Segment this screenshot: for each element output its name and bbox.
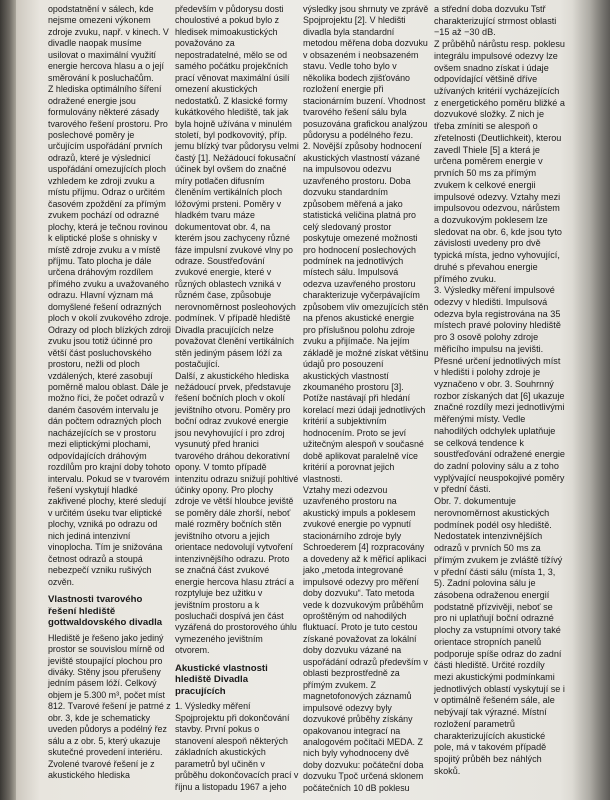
paragraph: a střední doba dozvuku Tstř charakterizující strmost oblasti −15 až −30 dB. — [434, 4, 557, 38]
text-column-4 — [434, 4, 566, 777]
paragraph: Hlediště je řešeno jako jediný prostor se souvislou mírně od jeviště stoupající plochou pro diváky. Stěny jsou přerušeny jedním pásem lóží. Celkový objem je 5.300 m³, počet míst 812. Tvarové řešení je patrné z obr. 3, kde je schematicky uveden půdorys a podélný řez sálu a z obr. 5, který ukazuje skutečné provedení interiéru. Zvolené tvarové řešení je z akustického hlediska — [48, 632, 171, 781]
paragraph: Další, z akustického hlediska nežádoucí prvek, představuje řešení bočních ploch v okolí jevištního otvoru. Poměry pro boční odraz zvukové energie jsou nevyhovující i pro zdroj vysunutý před hranici tvarového dráhou dekorativní opony. V tomto případě intenzitu odrazu snižují pohltivé účinky opony. Pro plochy zdroje ve větší hloubce jeviště se poměry dále zhorší, neboť malé rozměry bočních stěn jevištního otvoru a jejich orientace nedovolují vytvoření intenzivnějšího odrazu. Proto se značná část zvukové energie hercova hlasu ztrácí a rozptyluje bez užitku v jevištním prostoru a k posluchači dospívá jen část vyzářená do prostorového úhlu vymezeného jevištním otvorem. — [175, 370, 299, 656]
paragraph: Vztahy mezi odezvou uzavřeného prostoru na akustický impuls a poklesem zvukové energie po vypnutí stacionárního zdroje byly Schroederem [4] rozpracovány a dovedeny až k měřicí aplikaci jako „metoda integrované impulsové odezvy pro měření doby dozvuku“. Tato metoda vede k dozvukovým průběhům oproštěným od nahodilých fluktuací. Proto je tuto cestou získané považovat za lokální doby dozvuku vázané na uspořádání odrazů především v oblasti bezprostředně za přímým zvukem. Z magnetofonových záznamů impulsové odezvy byly dozvukové průběhy získány opakovanou integrací na analogovém počítači MEDA. Z nich byly vyhodnoceny dvě doby dozvuku: počáteční doba dozvuku Tpoč určená sklonem počátečních 10 dB poklesu — [303, 485, 428, 793]
paragraph: výsledky jsou shrnuty ve zprávě Spojprojektu [2]. V hledišti divadla byla standardní metodou měřena doba dozvuku v obsazeném i neobsazeném stavu. Vedle toho bylo v několika bodech zjišťováno rozložení energie při stacionárním buzení. Vhodnost tvarového řešení sálu byla posuzována grafickou analýzou půdorysu a podélného řezu. — [303, 4, 429, 140]
paragraph: Z hlediska optimálního šíření odražené energie jsou formulovány některé zásady tvarového řešení prostoru. Pro poslechové poměry je určujícím uspořádání prvních odrazů, které je výslednicí uspořádání omezujících ploch vzhledem ke zdroji zvuku a místu příjmu. Odraz o určitém časovém zpoždění za přímým zvukem pochází od odrazné plochy, která je tečnou rovinou k eliptické ploše s ohnisky v místě zdroje zvuku a v místě příjmu. Tato plocha je dále určena dráhovým rozdílem přímého zvuku a uvažovaného odrazu. Hlavní význam má domyšlené řešení odrazných ploch v okolí zvukového zdroje. Odrazy od ploch blízkých zdroji zvuku jsou totiž účinné pro větší část posluchovského prostoru, nežli od ploch vzdálených, které zasobují poměrně malou oblast. Dále je možno říci, že počet odrazů v daném časovém intervalu je dán počtem odrazných ploch nacházejících se v prostoru mezi eliptickými plochami, odpovídajících dráhovým rozdílům pro krajní doby tohoto intervalu. Pokud se v tvarovém řešení vyskytují hladké zakřivené plochy, které sledují v určitém úseku tvar eliptické plochy, vzniká po odrazu od nich jediná intenzivní vinoplocha. Tím je snižována četnost odrazů a stoupá nebezpečí vzniku rušivých ozvěn. — [48, 84, 172, 587]
paragraph: opodstatnění v sálech, kde nejsme omezeni výkonem zdroje zvuku, např. v kinech. V divadle naopak musíme usilovat o maximální využití energie hercova hlasu a o její směrování k posluchačům. — [48, 4, 169, 83]
text-column-3 — [303, 4, 429, 794]
paragraph: Potíže nastávají při hledání korelací mezi údaji jednotlivých kritérií a subjektivním hodnocením. Proto se jeví užitečným alespoň v současné době aplikovat paralelně více kritérií a porovnat jejich vlastnosti. — [303, 393, 426, 484]
paragraph: Obr. 7. dokumentuje nerovnoměrnost akustických podmínek podél osy hlediště. Nedostatek intenzivnějších odrazů v prvních 50 ms za přímým zvukem je zvláště tížívý v přední části sálu (místa 1, 3, 5). Zadní polovina sálu je zásobena odraženou energií podstatně přízvivěji, neboť se pro ni uplatňují boční odrazné plochy za vstupními otvory také orientace stropních panelů podporuje spíše odraz do zadní části hlediště. Určité rozdíly mezi akustickými podmínkami jednotlivých oblastí vyskytují se i v optimálně řešeném sále, ale nebývají tak výrazné. Místní rozložení parametrů charakterizujících akustické pole, má v takovém případě spojitý průběh bez náhlých skoků. — [434, 496, 565, 776]
paragraph: 1. Výsledky měření Spojprojektu při dokončování stavby. První pokus o stanovení alespoň některých základních akustických parametrů byl učiněn v průběhu dokončovacích prací v říjnu a listopadu 1967 a jeho — [175, 701, 299, 792]
section-heading: Vlastnosti tvarového řešení hlediště gottwaldovského divadla — [48, 594, 163, 629]
paragraph: 3. Výsledky měření impulsové odezvy v hledišti. Impulsová odezva byla registrována na 35 místech pravé poloviny hlediště pro 3 osově polohy zdroje měřicího impulsu na jevišti. Přesné určení jednotlivých míst v hledišti i polohy zdroje je vyznačeno v obr. 3. Souhrnný rozbor získaných dat [6] ukazuje značné rozdíly mezi jednotlivými měřenými místy. Vedle nahodilých odchylek uplatňuje se celková tendence k soustřeďování odražené energie do zadní poloviny sálu a z toho vyplývající neuspokojivé poměry v přední části. — [434, 285, 565, 495]
section-heading: Akustické vlastnosti hlediště Divadla pracujících — [175, 662, 268, 697]
text-column-1 — [48, 4, 172, 782]
paragraph: Z průběhů nárůstu resp. poklesu integrálu impulsové odezvy lze ovšem snadno získat i údaje odpovídající většině dříve užívaných kritérií vycházejících z energetického poměru bližké a dozvukové složky. Z nich je třeba zmíniti se alespoň o zřetelnosti (Deutlichkeit), kterou zavedl Thiele [5] a která je určena poměrem energie v prvních 50 ms za přímým zvukem k celkové energii impulsové odezvy. Vztahy mezi impulsovou odezvou, nárůstem a dozvukovým poklesem lze sledovat na obr. 6, kde jsou tyto závislosti uvedeny pro dvě typická místa, jedno vyhovující, druhé s převahou energie přímého zvuku. — [434, 39, 565, 284]
text-column-2 — [175, 4, 299, 793]
paragraph: především v půdorysu dosti choulostivé a pokud bylo z hledisek mimoakustických považováno za nepostradatelné, mělo se od samého počátku projekčních prací věnovat maximální úsilí omezení akustických nedostatků. Z klasické formy kukátkového hlediště, tak jak byla hojně užívána v minulém století, byl podkovovitý, příp. jemu blízký tvar půdorysu velmi častý [1]. Nežádoucí fokusační účinek byl ovšem do značné míry potlačen difusním členěním vertikálních ploch lóžovými prsteni. Poměry v hladkém tvaru máze dokumentovat obr. 4, na kterém jsou zachyceny různé fáze impulsní zvukové vlny po odraze. Soustřeďování zvukové energie, které v různých oblastech vzniká v různém čase, způsobuje nerovnoměrnost posleohových podmínek. V případě hlediště Divadla pracujících nelze považovat členění vertikálních stěn jediným pásem lóží za postačující. — [175, 4, 299, 370]
paragraph: 2. Novější způsoby hodnocení akustických vlastností vázané na impulsovou odezvu uzavřeného prostoru. Doba dozvuku standardním způsobem měřená a jako statistická veličina platná pro celý sledovaný prostor poskytuje omezené možnosti pro hodnocení poslechových podmínek na jednotlivých místech sálu. Impulsová odezva uzavřeného prostoru charakterizuje vyčerpávajícím způsobem vliv omezujících stěn na přenos akustické energie pro příslušnou polohu zdroje zvuku a přijímače. Na jejím základě je možné získat většinu údajů pro posouzení akustických vlastností zkoumaného prostoru [3]. — [303, 141, 429, 392]
book-spine-shadow — [0, 0, 16, 800]
page-edge-shadow — [572, 0, 610, 800]
